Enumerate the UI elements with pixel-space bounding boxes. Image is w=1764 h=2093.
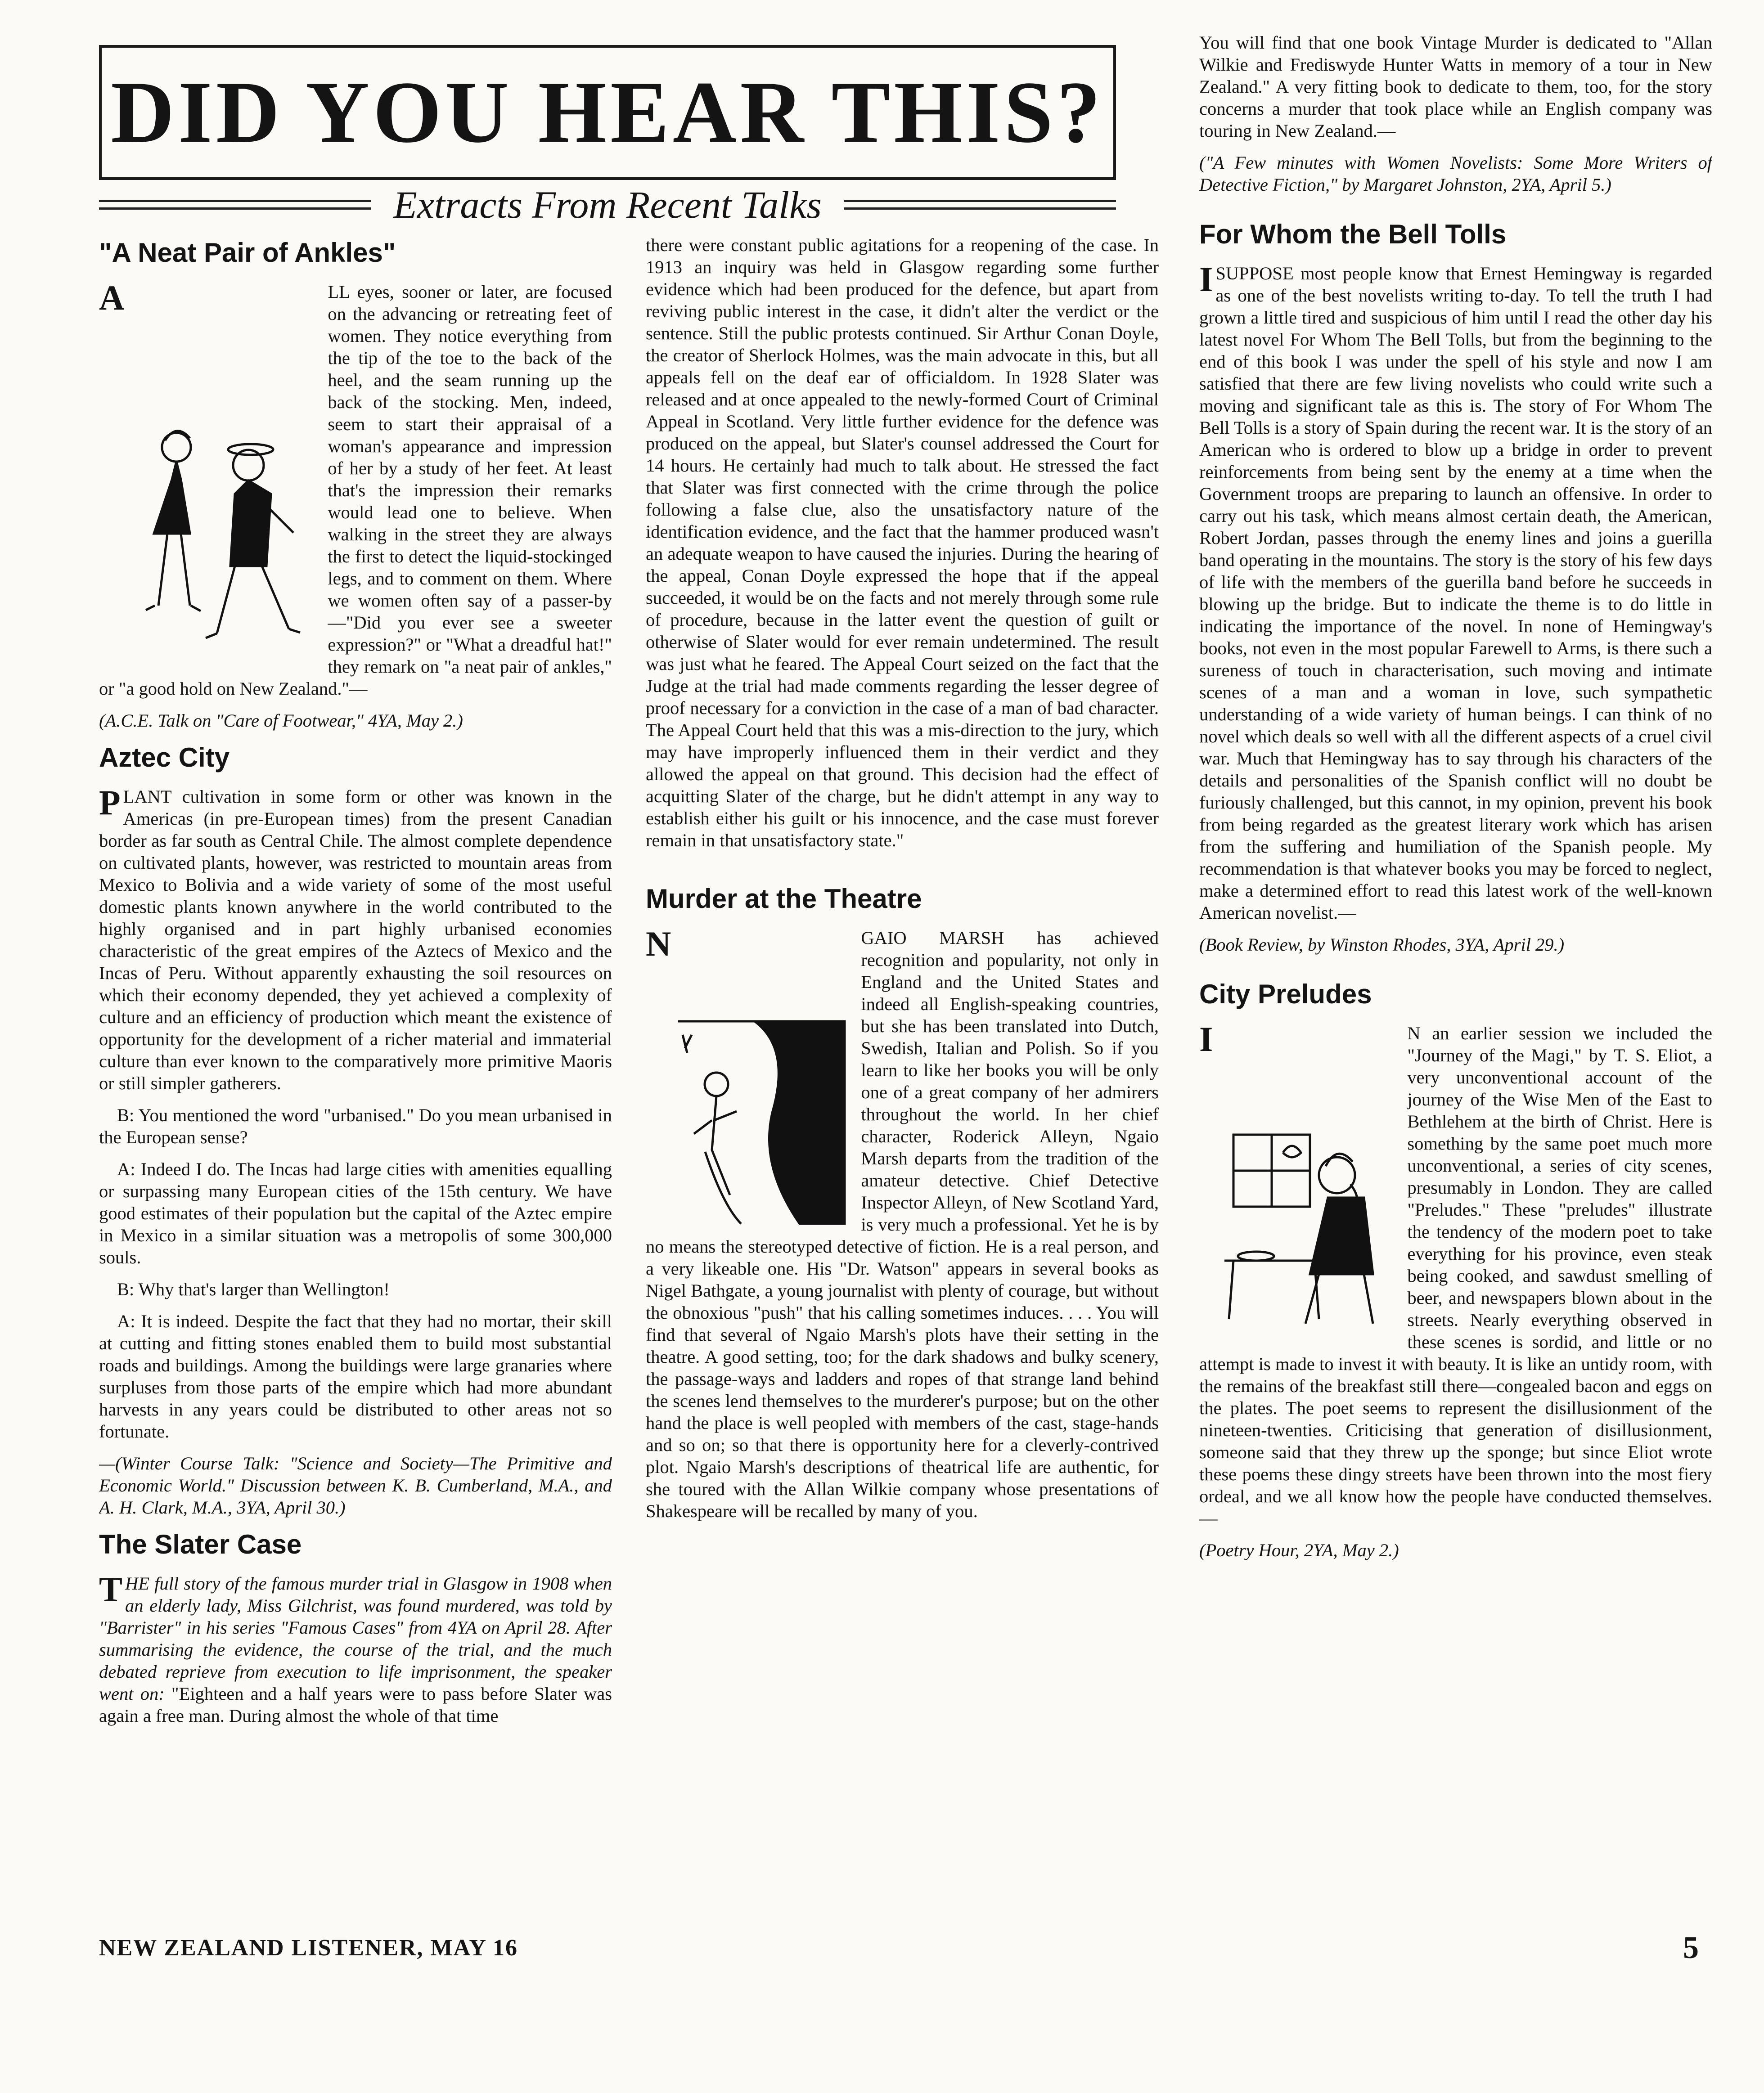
article-murder-at-the-theatre (646, 883, 1159, 1522)
man-at-breakfast-icon (1215, 1126, 1395, 1333)
drop-cap: P (99, 783, 121, 822)
article-body: A LL eyes, sooner or later, are focused on the advancing or retreating feet of women. They notice everything from the tip of the toe to the back of the heel, and the seam running up the back of the stocking. Men, indeed, seem to start their appraisal of a woman's appearance and impression of her by a study of her feet. At least that's the impression their remarks would lead one to believe. When walking in the street they are always the first to detect the liquid-stockinged legs, and to comment on them. Where we women often say of a passer-by—"Did you ever see a sweeter expression?" or "What a dreadful hat!" they remark on "a neat pair of ankles," or "a good hold on New Zealand."— (99, 278, 612, 699)
article-heading: Murder at the Theatre (646, 884, 922, 914)
article-continuation: You will find that one book Vintage Murder is dedicated to "Allan Wilkie and Frediswyde Hunter Watts in memory of a tour in New Zealand." A very fitting book to dedicate to them, too, for the story concerns a murder that took place while an English company was touring in New Zealand.— (1199, 32, 1712, 141)
article-heading: For Whom the Bell Tolls (1199, 219, 1507, 249)
column-1 (99, 234, 612, 1935)
masthead-box (99, 45, 1116, 180)
article-credit: (Poetry Hour, 2YA, May 2.) (1199, 1540, 1399, 1560)
publication-footer: NEW ZEALAND LISTENER, MAY 16 (99, 1935, 518, 1961)
article-heading: City Preludes (1199, 979, 1372, 1009)
article-credit: (A.C.E. Talk on "Care of Footwear," 4YA, May 2.) (99, 710, 463, 731)
ankles-illustration (127, 416, 316, 668)
article-paragraph: B: You mentioned the word "urbanised." Do you mean urbanised in the European sense? (99, 1105, 612, 1147)
article-body: N GAIO MARSH has achieved recognition and popularity, not only in England and the United States and indeed all English-speaking countries, but she has been translated into Dutch, Swedish, Italian and Polish. So if you learn to like her books you will be only one of a great company of her admirers throughout the world. In her chief character, Roderick Alleyn, Ngaio Marsh departs from the tradition of the amateur detective. Chief Detective Inspector Alleyn, of New Scotland Yard, is very much a professional. Yet he is by no means the stereotyped detective of fiction. He is a real person, and a very likeable one. His "Dr. Watson" appears in several books as Nigel Bathgate, a young journalist with plenty of courage, but without the obnoxious "push" that his calling sometimes induces. . . . You will find that several of Ngaio Marsh's plots have their setting in the theatre. A good setting, too; for the dark shadows and bulky scenery, the passage-ways and ladders and ropes of that strange land behind the scenes lend themselves to the murderer's purpose; but on the other hand the place is well peopled with members of the cast, stage-hands and so on; so that there is opportunity here for a cleverly-contrived plot. Ngaio Marsh's descriptions of theatrical life are authentic, for she toured with the Allan Wilkie company whose presentations of Shakespeare will be recalled by many of you. (646, 924, 1159, 1521)
page-subtitle: Extracts From Recent Talks (393, 183, 822, 226)
article-paragraph: B: Why that's larger than Wellington! (117, 1279, 390, 1299)
article-credit: —(Winter Course Talk: "Science and Society—The Primitive and Economic World." Discussion between K. B. Cumberland, M.A., and A. H. Clark, M.A., 3YA, April 30.) (99, 1453, 612, 1518)
drop-cap: T (99, 1570, 123, 1609)
article-slater-case (99, 1528, 612, 1727)
article-heading: Aztec City (99, 742, 230, 773)
column-3 (1199, 31, 1712, 1935)
drop-cap: N (646, 924, 671, 963)
article-paragraph: A: Indeed I do. The Incas had large cities with amenities equalling or surpassing many European cities of the 15th century. We have good estimates of their population but the capital of the Aztec empire in Mexico in a similar situation was a metropolis of some 300,000 souls. (99, 1159, 612, 1267)
article-body: T HE full story of the famous murder trial in Glasgow in 1908 when an elderly lady, Miss Gilchrist, was found murdered, was told by "Barrister" in his series "Famous Cases" from 4YA on April 28. After summarising the evidence, the course of the trial, and the much debated reprieve from execution to life imprisonment, the speaker went on: "Eighteen and a half years were to pass before Slater was again a free man. During almost the whole of that time (99, 1570, 612, 1726)
article-body: I N an earlier session we included the "Journey of the Magi," by T. S. Eliot, a very unconventional account of the journey of the Wise Men of the East to Bethlehem at the birth of Christ. Here is something by the same poet much more unconventional, a series of city scenes, presumably in London. They are called "Preludes." These "preludes" illustrate the tendency of the modern poet to take everything for his province, even steak being cooked, and sawdust smelling of beer, and newspapers blown about in the streets. Nearly everything observed in these scenes is sordid, and little or no attempt is made to invest it with beauty. It is like an untidy room, with the remains of the breakfast still there—congealed bacon and eggs on the plates. The poet seems to represent the disillusionment of the nineteen-twenties. Criticising that generation of disillusionment, someone said that they threw up the sponge; but since Eliot wrote these poems these dingy streets have been thrown into the most fiery ordeal, and we all know how the people have conducted themselves.— (1199, 1020, 1712, 1528)
article-heading: The Slater Case (99, 1529, 302, 1559)
theatre-illustration (674, 1017, 849, 1228)
article-body: I SUPPOSE most people know that Ernest Hemingway is regarded as one of the best novelists writing to-day. To tell the truth I had grown a little tired and suspicious of him until I read the other day his latest novel For Whom The Bell Tolls, but from the beginning to the end of this book I was under the spell of his style and now I am satisfied that there are few living novelists who could write such a moving and significant tale as this is. The story of For Whom The Bell Tolls is a story of Spain during the recent war. It is the story of an American who is ordered to blow up a bridge in order to prevent reinforcements from being sent by the enemy at a time when the Government troops are preparing to launch an offensive. In order to carry out his task, which means almost certain death, the American, Robert Jordan, passes through the enemy lines and joins a guerilla band operating in the mountains. The story is the story of his few days of life with the members of the guerilla band before he succeeds in blowing up the bridge. But to indicate the theme is to do little in indicating the importance of the novel. In none of Hemingway's books, not even in the most popular Farewell to Arms, is there such a sureness of touch in characterisation, such moving and intimate scenes of a man and a woman in love, such sympathetic understanding of a wide variety of human beings. I can think of no novel which deals so well with all the different aspects of a cruel civil war. Much that Hemingway has to say through his characters of the details and personalities of the Spanish conflict will no doubt be furiously challenged, but this cannot, in my opinion, prevent his book from being regarded as the greatest literary work which has arisen from the suffering and humiliation of the Spanish people. My recommendation is that whatever books you may be forced to neglect, make a determined effort to read this latest work of the well-known American novelist.— (1199, 260, 1712, 923)
article-credit: ("A Few minutes with Women Novelists: Some More Writers of Detective Fiction," by Margaret Johnston, 2YA, April 5.) (1199, 153, 1712, 195)
page-number: 5 (1683, 1931, 1699, 1965)
article-credit: (Book Review, by Winston Rhodes, 3YA, April 29.) (1199, 934, 1565, 955)
article-continuation: there were constant public agitations for a reopening of the case. In 1913 an inquiry was held in Glasgow regarding some further evidence which had been produced for the defence, but apart from reviving public interest in the case, it didn't alter the verdict or the sentence. Still the public protests continued. Sir Arthur Conan Doyle, the creator of Sherlock Holmes, was the main advocate in this, but all appeals fell on the deaf ear of officialdom. In 1928 Slater was released and at once appealed to the newly-formed Court of Criminal Appeal in Scotland. Very little further evidence for the defence was produced on the appeal, but Slater's counsel addressed the Court for 14 hours. He certainly had much to talk about. He stressed the fact that Slater was first connected with the crime through the police following a false clue, also the unsatisfactory nature of the identification evidence, and the fact that the hammer produced wasn't an adequate weapon to have caused the injuries. During the hearing of the appeal, Conan Doyle expressed the hope that if the appeal succeeded, it would be on the facts and not merely through some rule of procedure, because in the latter event the question of guilt or otherwise of Slater would for ever remain undetermined. The result was just what he feared. The Appeal Court seized on the fact that the Judge at the trial had made comments regarding the lesser degree of proof necessary for a conviction in the case of a man of bad character. The Appeal Court held that this was a mis-direction to the jury, which may have improperly influenced them in their verdict and they allowed the appeal on that ground. This decision had the effect of acquitting Slater of the charge, but he didn't attempt in any way to establish either his guilt or his innocence, and the case must forever remain in that unsatisfactory state." (646, 235, 1159, 850)
right-double-rule (844, 200, 1116, 210)
subtitle-row (99, 180, 1116, 229)
left-double-rule (99, 200, 371, 210)
preludes-illustration (1215, 1126, 1395, 1333)
couple-walking-icon (127, 416, 316, 668)
article-ankles (99, 237, 612, 732)
article-aztec-city (99, 741, 612, 1518)
drop-cap: I (1199, 260, 1213, 299)
article-body: P LANT cultivation in some form or other was known in the Americas (in pre-European times) from the present Canadian border as far south as Central Chile. The almost complete dependence on cultivated plants, however, was restricted to mountain areas from Mexico to Bolivia and a wide variety of some of the most useful domestic plants known anywhere in the world contributed to the highly organised and in part highly urbanised economies characteristic of the great empires of the Aztecs of Mexico and the Incas of Peru. Without apparently exhausting the soil resources on which their economy depended, they yet achieved a complexity of culture and an efficiency of production which meant the existence of opportunity for the development of a richer material and immaterial culture than ever known to the comparatively more primitive Maoris or still simpler gatherers. (99, 783, 612, 1093)
drop-cap: A (99, 278, 125, 317)
stage-curtain-icon (674, 1017, 849, 1228)
article-heading: "A Neat Pair of Ankles" (99, 238, 396, 268)
article-city-preludes (1199, 978, 1712, 1561)
column-2 (646, 234, 1159, 1935)
page-title: DID YOU HEAR THIS? (111, 63, 1104, 161)
drop-cap: I (1199, 1020, 1213, 1059)
article-paragraph: A: It is indeed. Despite the fact that they had no mortar, their skill at cutting and fitting stones enabled them to build most substantial roads and buildings. Among the buildings were large granaries where surpluses from those parts of the empire which had more abundant harvests in any years could be distributed to other areas not so fortunate. (99, 1311, 612, 1442)
article-for-whom-the-bell-tolls (1199, 218, 1712, 956)
